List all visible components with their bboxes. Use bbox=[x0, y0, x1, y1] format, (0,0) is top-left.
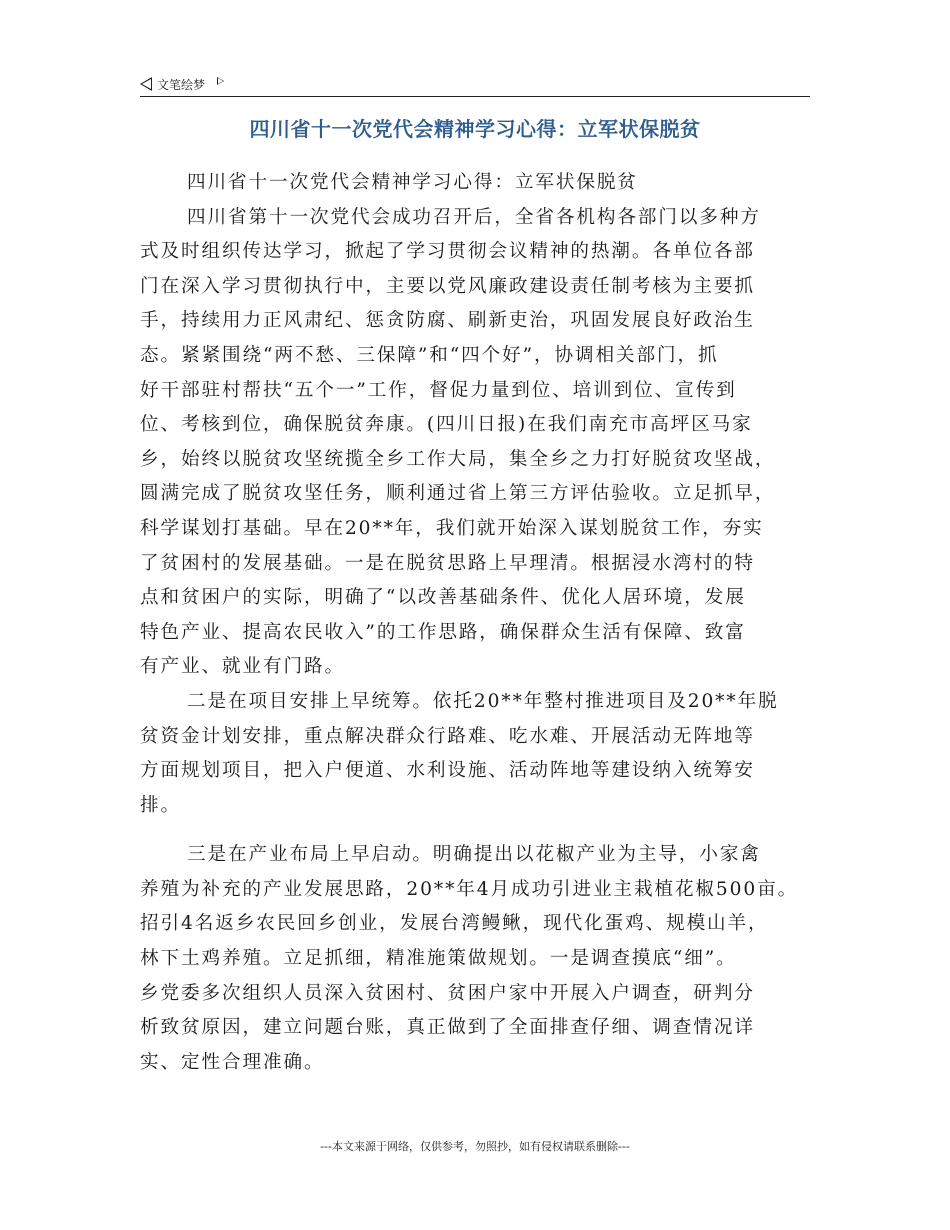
header-brand bbox=[140, 74, 224, 94]
paragraph bbox=[140, 838, 830, 1080]
text-line: 析致贫原因，建立问题台账，真正做到了全面排查仔细、调查情况详 bbox=[140, 1017, 755, 1039]
text-line: 特色产业、提高农民收入”的工作思路，确保群众生活有保障、致富 bbox=[140, 621, 746, 643]
triangle-left-icon bbox=[140, 77, 152, 91]
text-line: 圆满完成了脱贫攻坚任务，顺利通过省上第三方评估验收。立足抓早， bbox=[140, 483, 776, 505]
text-line: 门在深入学习贯彻执行中，主要以党风廉政建设责任制考核为主要抓 bbox=[140, 275, 755, 297]
paragraph bbox=[140, 201, 830, 685]
document-body bbox=[140, 166, 830, 1080]
text-line: 实、定性合理准确。 bbox=[140, 1051, 325, 1073]
text-line: 科学谋划打基础。早在20**年，我们就开始深入谋划脱贫工作，夯实 bbox=[140, 517, 764, 539]
text-line: 好干部驻村帮扶“五个一”工作，督促力量到位、培训到位、宣传到 bbox=[140, 379, 737, 401]
text-line: 排。 bbox=[140, 794, 181, 816]
text-line: 态。紧紧围绕“两不愁、三保障”和“四个好”，协调相关部门，抓 bbox=[140, 344, 719, 366]
text-line: 养殖为补充的产业发展思路，20**年4月成功引进业主栽植花椒500亩。 bbox=[140, 878, 799, 900]
text-line: 招引4名返乡农民回乡创业，发展台湾鳗鳅，现代化蛋鸡、规模山羊， bbox=[140, 913, 769, 935]
paragraph-gap bbox=[140, 823, 830, 838]
paragraph bbox=[140, 685, 830, 823]
text-line: 乡党委多次组织人员深入贫困村、贫困户家中开展入户调查，研判分 bbox=[140, 982, 755, 1004]
brand-name: 文笔绘梦 bbox=[157, 77, 206, 92]
text-line: 位、考核到位，确保脱贫奔康。(四川日报)在我们南充市高坪区马家 bbox=[140, 414, 753, 436]
text-line: 式及时组织传达学习，掀起了学习贯彻会议精神的热潮。各单位各部 bbox=[140, 241, 755, 263]
text-line: 点和贫困户的实际，明确了“以改善基础条件、优化人居环境，发展 bbox=[140, 587, 746, 609]
text-line: 有产业、就业有门路。 bbox=[140, 656, 345, 678]
text-line: 四川省第十一次党代会成功召开后，全省各机构各部门以多种方 bbox=[187, 206, 761, 228]
footer-disclaimer: ---本文来源于网络，仅供参考，勿照抄，如有侵权请联系删除--- bbox=[320, 1140, 630, 1153]
text-line: 方面规划项目，把入户便道、水利设施、活动阵地等建设纳入统筹安 bbox=[140, 760, 755, 782]
text-line: 手，持续用力正风肃纪、惩贪防腐、刷新吏治，巩固发展良好政治生 bbox=[140, 310, 755, 332]
text-line: 三是在产业布局上早启动。明确提出以花椒产业为主导，小家禽 bbox=[187, 844, 761, 866]
text-line: 乡，始终以脱贫攻坚统揽全乡工作大局，集全乡之力打好脱贫攻坚战， bbox=[140, 448, 776, 470]
text-line: 二是在项目安排上早统筹。依托20**年整村推进项目及20**年脱 bbox=[187, 690, 779, 712]
page-header bbox=[140, 70, 810, 97]
text-line: 了贫困村的发展基础。一是在脱贫思路上早理清。根据浸水湾村的特 bbox=[140, 552, 755, 574]
text-line: 贫资金计划安排，重点解决群众行路难、吃水难、开展活动无阵地等 bbox=[140, 725, 755, 747]
text-line: 四川省十一次党代会精神学习心得：立军状保脱贫 bbox=[187, 172, 638, 193]
text-line: 林下土鸡养殖。立足抓细，精准施策做规划。一是调查摸底“细”。 bbox=[140, 948, 737, 970]
paragraph bbox=[140, 166, 830, 201]
triangle-right-icon bbox=[217, 77, 224, 85]
document-title: 四川省十一次党代会精神学习心得：立军状保脱贫 bbox=[249, 117, 701, 141]
